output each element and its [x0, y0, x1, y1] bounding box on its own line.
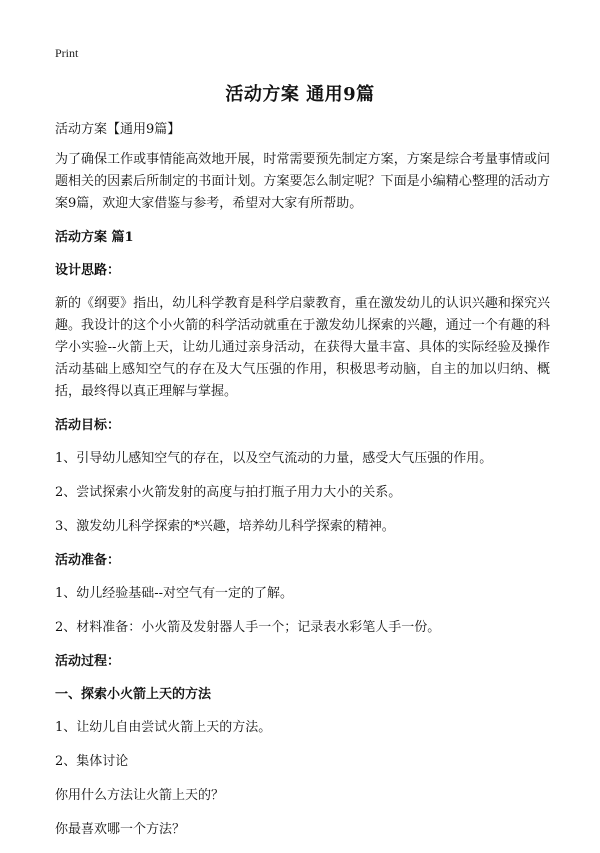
goal-item: 1、引导幼儿感知空气的存在，以及空气流动的力量，感受大气压强的作用。: [55, 451, 493, 466]
design-paragraph: 新的《纲要》指出，幼儿科学教育是科学启蒙教育，重在激发幼儿的认识兴趣和探究兴趣。我设计的这个小火箭的科学活动就重在于激发幼儿探索的兴趣，通过一个有趣的科学小实验--火箭上天，让幼儿通过亲身活动，在获得大量丰富、具体的实际经验及操作活动基础上感知空气的存在及大气压强的作用，积极思考动脑，自主的加以归纳、概括，最终得以真正理解与掌握。: [55, 296, 550, 399]
intro-paragraph: 为了确保工作或事情能高效地开展，时常需要预先制定方案，方案是综合考量事情或问题相关的因素后所制定的书面计划。方案要怎么制定呢？下面是小编精心整理的活动方案9篇，欢迎大家借鉴与参考，希望对大家有所帮助。: [55, 152, 550, 211]
document-body: [55, 119, 550, 853]
process-item: 1、让幼儿自由尝试火箭上天的方法。: [55, 720, 272, 735]
design-heading: 设计思路：: [55, 263, 121, 278]
prep-item: 1、幼儿经验基础--对空气有一定的了解。: [55, 586, 294, 601]
goals-heading: 活动目标：: [55, 418, 121, 433]
section-heading: 活动方案 篇1: [55, 230, 134, 245]
print-label: Print: [55, 46, 79, 60]
document-subtitle: 活动方案【通用9篇】: [55, 122, 181, 137]
process-item: 2、集体讨论: [55, 754, 129, 769]
process-sub-heading: 一、探索小火箭上天的方法: [55, 687, 212, 702]
process-item: 你最喜欢哪一个方法？: [55, 822, 186, 837]
goal-item: 2、尝试探索小火箭发射的高度与拍打瓶子用力大小的关系。: [55, 485, 402, 500]
page-title: 活动方案 通用9篇: [225, 84, 375, 105]
prep-item: 2、材料准备：小火箭及发射器人手一个；记录表水彩笔人手一份。: [55, 620, 441, 635]
prep-heading: 活动准备：: [55, 553, 121, 568]
goal-item: 3、激发幼儿科学探索的*兴趣，培养幼儿科学探索的精神。: [55, 519, 395, 534]
process-heading: 活动过程：: [55, 654, 121, 669]
process-item: 你用什么方法让火箭上天的？: [55, 788, 225, 803]
